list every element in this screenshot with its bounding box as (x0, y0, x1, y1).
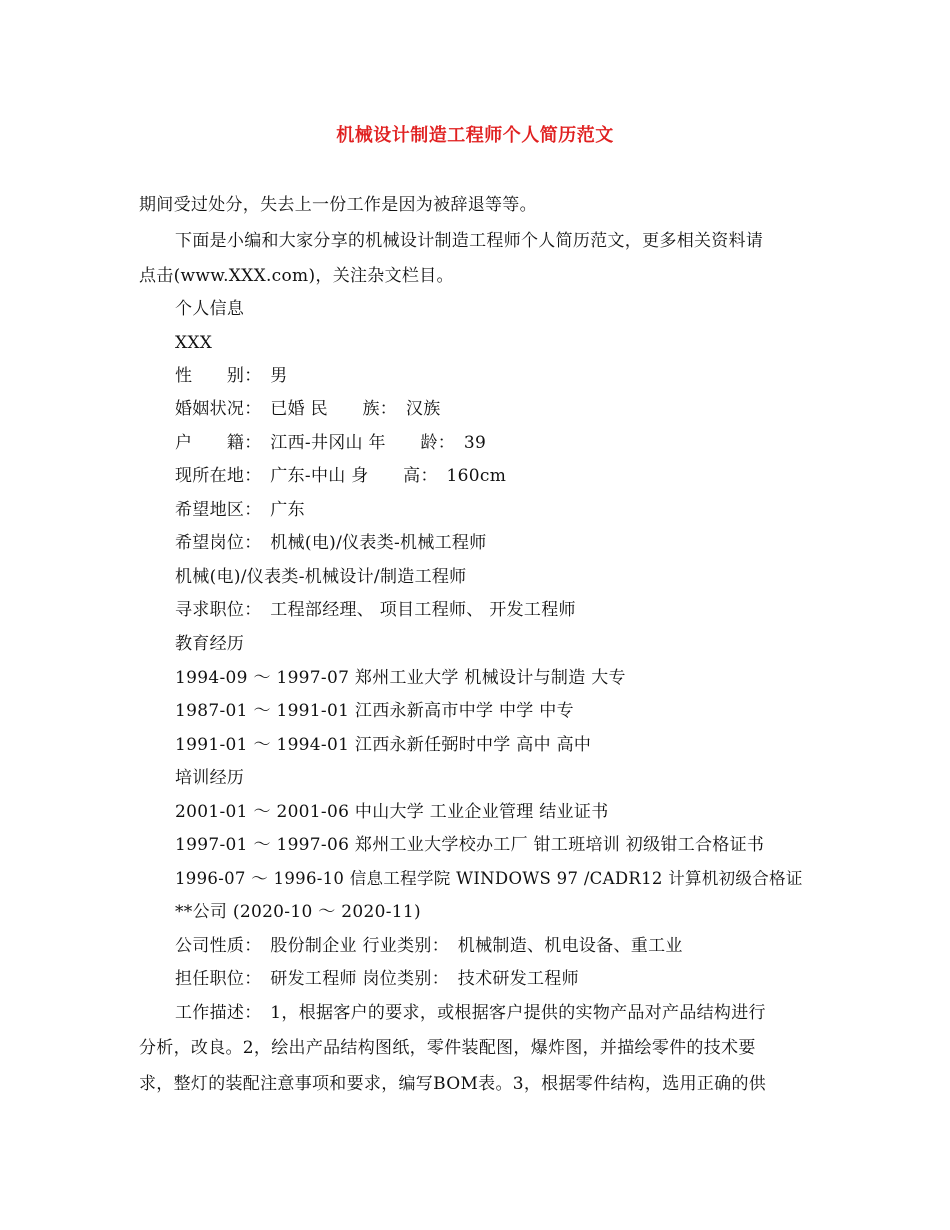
info-row: 现所在地： 广东-中山 身 高： 160cm (175, 466, 507, 486)
info-row: 机械(电)/仪表类-机械设计/制造工程师 (175, 567, 467, 587)
info-row: 希望岗位： 机械(电)/仪表类-机械工程师 (175, 533, 487, 553)
work-description-line: 工作描述： 1，根据客户的要求，或根据客户提供的实物产品对产品结构进行 (175, 1003, 766, 1023)
info-row: 婚姻状况： 已婚 民 族： 汉族 (175, 399, 441, 419)
info-row: 性 别： 男 (175, 366, 288, 386)
section-heading: 培训经历 (175, 768, 245, 788)
paragraph-line: 下面是小编和大家分享的机械设计制造工程师个人简历范文，更多相关资料请 (175, 231, 764, 251)
work-description-line: 分析，改良。2，绘出产品结构图纸，零件装配图，爆炸图，并描绘零件的技术要 (139, 1038, 756, 1058)
training-row: 2001-01 ～ 2001-06 中山大学 工业企业管理 结业证书 (175, 802, 609, 822)
section-heading: 教育经历 (175, 634, 245, 654)
work-info-row: 担任职位： 研发工程师 岗位类别： 技术研发工程师 (175, 969, 579, 989)
work-info-row: 公司性质： 股份制企业 行业类别： 机械制造、机电设备、重工业 (175, 936, 683, 956)
paragraph-line: 期间受过处分，失去上一份工作是因为被辞退等等。 (139, 195, 537, 215)
education-row: 1994-09 ～ 1997-07 郑州工业大学 机械设计与制造 大专 (175, 668, 626, 688)
section-heading: 个人信息 (175, 299, 245, 319)
training-row: 1997-01 ～ 1997-06 郑州工业大学校办工厂 钳工班培训 初级钳工合格证书 (175, 835, 765, 855)
info-row: 希望地区： 广东 (175, 500, 305, 520)
document-title: 机械设计制造工程师个人简历范文 (336, 125, 614, 146)
paragraph-line: 点击(www.XXX.com)，关注杂文栏目。 (139, 266, 454, 286)
info-row: 寻求职位： 工程部经理、 项目工程师、 开发工程师 (175, 600, 576, 620)
training-row: 1996-07 ～ 1996-10 信息工程学院 WINDOWS 97 /CADR12 计算机初级合格证 (175, 869, 803, 888)
paragraph-line: XXX (175, 333, 213, 353)
education-row: 1987-01 ～ 1991-01 江西永新高市中学 中学 中专 (175, 701, 574, 721)
info-row: 户 籍： 江西-井冈山 年 龄： 39 (175, 433, 487, 453)
work-description-line: 求，整灯的装配注意事项和要求，编写BOM表。3，根据零件结构，选用正确的供 (139, 1074, 767, 1094)
education-row: 1991-01 ～ 1994-01 江西永新任弼时中学 高中 高中 (175, 735, 592, 755)
work-company-row: **公司 (2020-10 ～ 2020-11) (175, 902, 421, 922)
